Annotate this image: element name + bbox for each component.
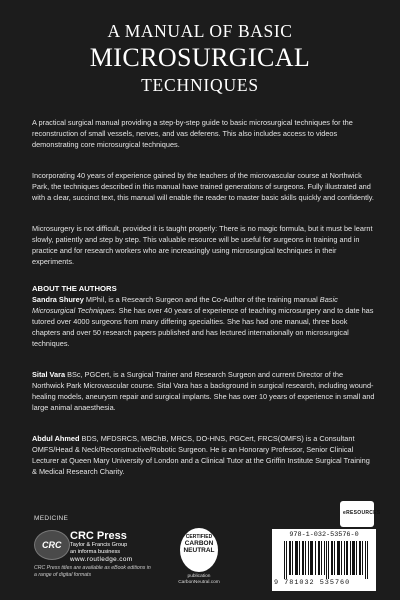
author-bio-ahmed	[32, 434, 376, 478]
publisher-tagline: an informa business	[70, 548, 121, 555]
barcode-icon	[284, 541, 370, 579]
carbon-certified-text: CERTIFIED	[185, 534, 213, 540]
carbon-text: CARBON	[184, 540, 214, 547]
author-name: Sandra Shurey	[32, 295, 84, 304]
author-bio-text: . She has over 40 years of experience of teaching microsurgery and to date has tutored over 4000 surgeons from many differing specialties. She has had one manual, three book chapters and over 50 research papers published and has lectured internationally on microsurgical techniques.	[32, 305, 374, 348]
carbon-neutral-caption	[168, 574, 230, 586]
isbn-barcode	[272, 529, 376, 591]
neutral-text: NEUTRAL	[183, 547, 215, 554]
publisher-block	[70, 530, 133, 563]
title-line-1: A MANUAL OF BASIC	[107, 21, 293, 41]
description-paragraph-1: A practical surgical manual providing a step-by-step guide to basic microsurgical techniques for the reconstruction of small vessels, nerves, and vas deferens. This also includes access to videos demonstrating core microsurgical techniques.	[32, 118, 353, 149]
author-bio-shurey	[32, 295, 376, 350]
title-line-3: TECHNIQUES	[141, 75, 259, 95]
eresources-text: eRESOURCES	[343, 510, 381, 516]
ebook-note: CRC Press titles are available as eBook editions in a range of digital formats	[34, 565, 151, 578]
title-line-2: MICROSURGICAL	[89, 43, 311, 72]
eresources-badge	[340, 501, 381, 527]
category-label: MEDICINE	[34, 515, 69, 522]
crc-press-logo	[34, 530, 70, 560]
publisher-name: CRC Press	[70, 530, 127, 542]
carbon-neutral-logo	[180, 528, 218, 572]
author-bio-vara	[32, 370, 376, 414]
about-authors-heading: ABOUT THE AUTHORS	[32, 284, 117, 293]
carbon-url-text: CarbonNeutral.com	[178, 580, 220, 585]
author-bio-text: BDS, MFDSRCS, MBChB, MRCS, DO-HNS, PGCert, FRCS(OMFS) is a Consultant OMFS/Head & Neck/Reconstructive/Robotic Surgeon. He is an Honorary Professor, Senior Clinical Lecturer at Queen Mary University of London and a Clinical Tutor at the Griffin Institute Surgical Training & Medical Research Charity.	[32, 434, 370, 476]
isbn-number: 978-1-032-53576-0	[289, 531, 359, 539]
author-bio-text: MPhil, is a Research Surgeon and the Co-Author of the training manual	[83, 295, 320, 304]
author-name: Sital Vara	[32, 370, 66, 379]
publisher-group: Taylor & Francis Group	[70, 542, 128, 548]
author-bio-text: BSc, PGCert, is a Surgical Trainer and Research Surgeon and current Director of the Northwick Park Microvascular course. Sital Vara has a background in surgical research, including wound-healing models, aneurysm repair and surgical implants. She has over 10 years of experience in small and large animal anaesthesia.	[32, 370, 375, 412]
crc-logo-text: CRC	[42, 540, 62, 550]
publisher-url: www.routledge.com	[70, 556, 133, 564]
author-name: Abdul Ahmed	[32, 434, 80, 443]
book-reference: Basic Microsurgical Techniques	[32, 295, 338, 315]
description-paragraph-2: Incorporating 40 years of experience gained by the teachers of the microvascular course at Northwick Park, the techniques described in this manual have trained generations of surgeons. Fully illustrated and with a clear, succinct text, this manual will enable the reader to master basic skills quickly and confidently.	[32, 171, 374, 202]
carbon-publication-text: publication	[187, 574, 211, 579]
description-paragraph-3: Microsurgery is not difficult, provided it is taught properly: There is no magic formula, but it must be learnt slowly, patiently and step by step. This valuable resource will be useful for surgeons in training and in practice and for research workers who are increasingly using microsurgical techniques in their experiments.	[32, 224, 373, 266]
barcode-digits: 9 781032 535760	[274, 579, 351, 587]
